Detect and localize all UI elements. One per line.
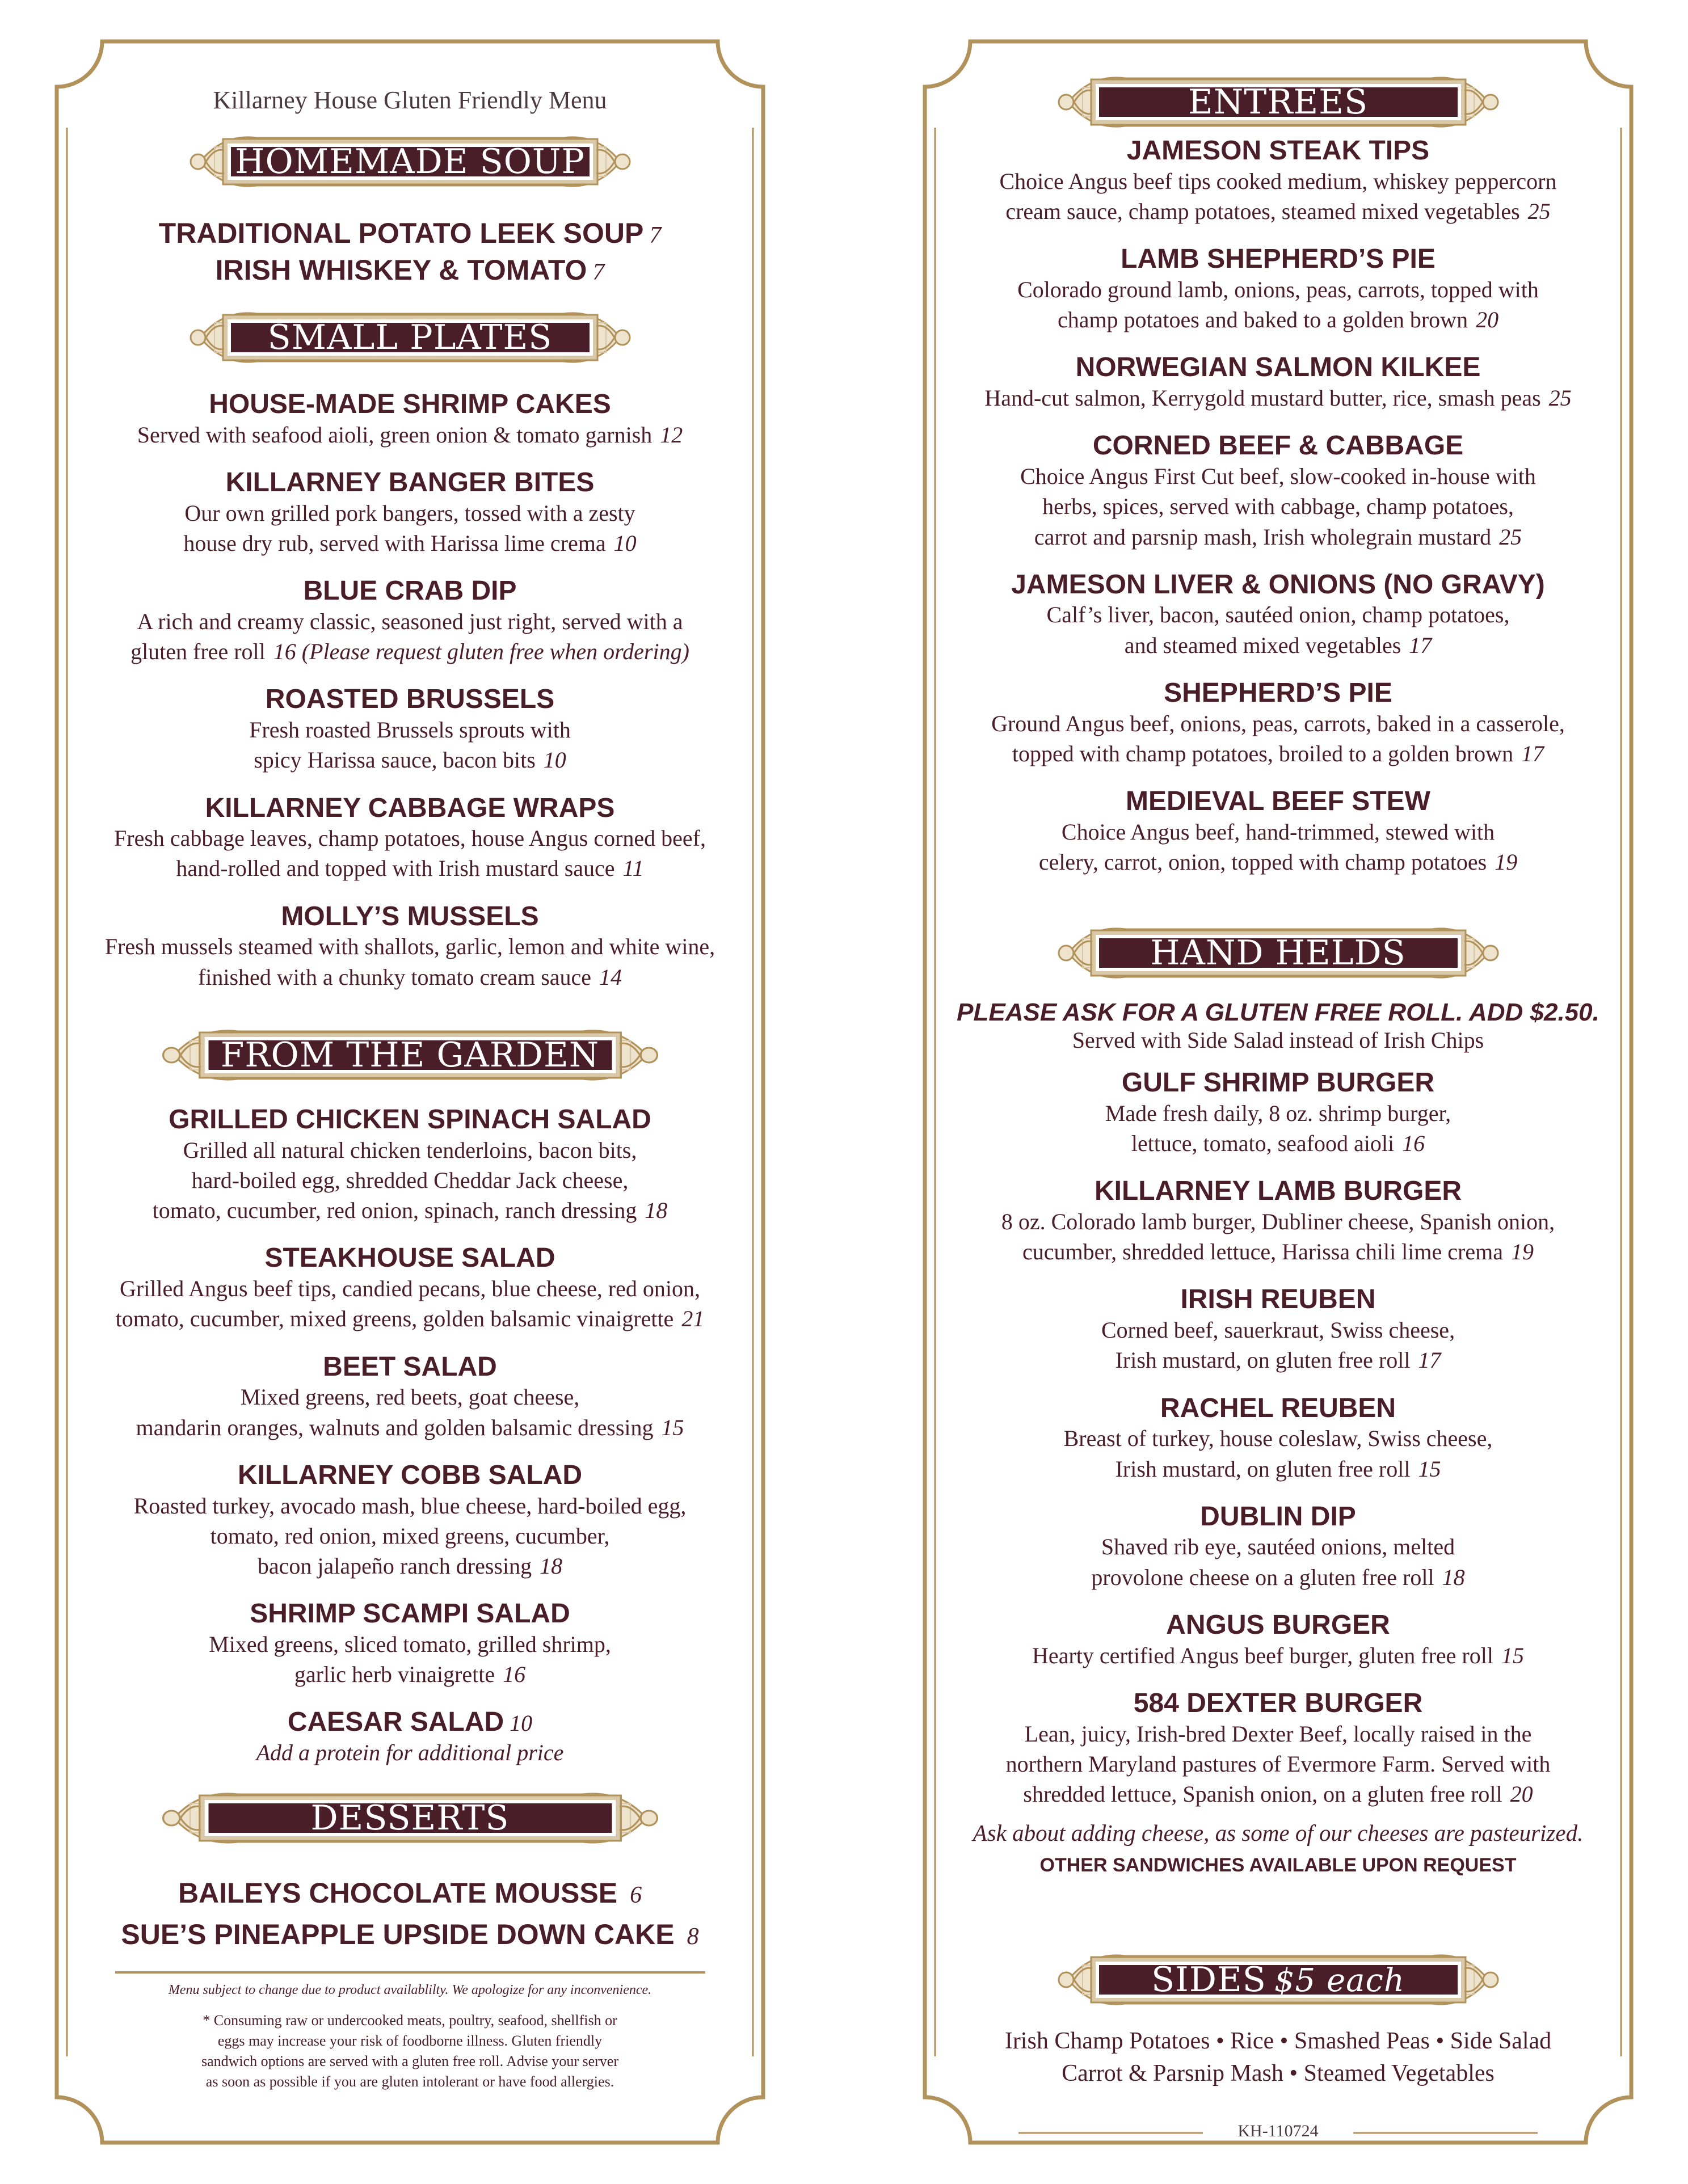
item-name: KILLARNEY COBB SALAD — [237, 1460, 583, 1490]
sides-list-line: Irish Champ Potatoes • Rice • Smashed Peas • Side Salad — [1004, 2028, 1552, 2054]
item-note: (Please request gluten free when ordering) — [301, 639, 689, 665]
item-description: Hearty certified Angus beef burger, gluten free roll 15 — [1032, 1642, 1524, 1668]
item-description: Choice Angus beef, hand-trimmed, stewed with celery, carrot, onion, topped with champ potatoes 19 — [1038, 819, 1518, 875]
item-name: CORNED BEEF & CABBAGE — [1092, 431, 1464, 461]
menu-item — [908, 1285, 1648, 1375]
item-price: 17 — [1409, 632, 1432, 658]
garden-section — [40, 1015, 780, 1786]
item-description: Made fresh daily, 8 oz. shrimp burger, lettuce, tomato, seafood aioli 16 — [1105, 1100, 1451, 1156]
item-name: JAMESON STEAK TIPS — [1126, 136, 1430, 166]
sides-list-line: Carrot & Parsnip Mash • Steamed Vegetables — [1062, 2060, 1495, 2086]
right-menu-panel — [908, 40, 1648, 2144]
desserts-heading: DESSERTS — [310, 1798, 510, 1838]
sides-banner — [1051, 1940, 1505, 2019]
item-price: 19 — [1495, 849, 1518, 875]
sides-section — [908, 1940, 1648, 2089]
item-name: KILLARNEY CABBAGE WRAPS — [205, 792, 615, 823]
item-description: Fresh mussels steamed with shallots, garlic, lemon and white wine, finished with a chunky tomato cream sauce 14 — [104, 934, 715, 990]
item-description: Fresh cabbage leaves, champ potatoes, house Angus corned beef, hand-rolled and topped with Irish mustard sauce 11 — [114, 825, 706, 882]
item-description: Lean, juicy, Irish-bred Dexter Beef, locally raised in the northern Maryland pastures of Evermore Farm. Served with shredded lettuce, Spanish onion, on a gluten free roll 20 — [1005, 1721, 1551, 1807]
served-with-note: Served with Side Salad instead of Irish Chips — [1072, 1027, 1484, 1053]
menu-item — [908, 136, 1648, 226]
menu-item — [40, 685, 780, 775]
item-price: 25 — [1499, 524, 1522, 550]
menu-item — [40, 468, 780, 558]
item-price: 17 — [1521, 740, 1544, 766]
menu-item — [908, 1502, 1648, 1592]
small-plates-heading: SMALL PLATES — [267, 318, 553, 357]
menu-item — [40, 1873, 780, 1914]
footer-notes — [40, 1971, 780, 2092]
menu-item — [908, 787, 1648, 877]
item-description: Mixed greens, sliced tomato, grilled shrimp, garlic herb vinaigrette 16 — [209, 1631, 611, 1688]
item-description: Corned beef, sauerkraut, Swiss cheese, Irish mustard, on gluten free roll 17 — [1101, 1317, 1455, 1373]
item-price: 6 — [630, 1882, 642, 1908]
desserts-section — [40, 1778, 780, 1955]
garden-banner — [155, 1015, 666, 1095]
item-price: 25 — [1548, 385, 1572, 411]
item-description: Choice Angus beef tips cooked medium, whiskey peppercorn cream sauce, champ potatoes, steamed mixed vegetables 25 — [999, 168, 1557, 224]
item-description: Grilled Angus beef tips, candied pecans, blue cheese, red onion, tomato, cucumber, mixed greens, golden balsamic vinaigrette 21 — [115, 1276, 705, 1332]
item-description: Fresh roasted Brussels sprouts with spicy Harissa sauce, bacon bits 10 — [249, 717, 571, 773]
item-price: 10 — [510, 1710, 533, 1736]
item-name: CAESAR SALAD 10 — [287, 1707, 533, 1738]
item-name: SUE’S PINEAPPLE UPSIDE DOWN CAKE — [121, 1918, 675, 1950]
desserts-banner — [155, 1778, 666, 1858]
item-name: BLUE CRAB DIP — [303, 576, 517, 606]
item-description: Served with seafood aioli, green onion & tomato garnish 12 — [137, 421, 683, 448]
entrees-banner — [1051, 62, 1505, 142]
menu-item — [40, 1599, 780, 1689]
item-price: 7 — [649, 222, 662, 248]
item-price: 20 — [1476, 307, 1499, 333]
other-sandwiches-note: OTHER SANDWICHES AVAILABLE UPON REQUEST — [1039, 1854, 1517, 1877]
menu-item — [40, 794, 780, 884]
item-description: Calf’s liver, bacon, sautéed onion, champ potatoes, and steamed mixed vegetables 17 — [1046, 602, 1510, 658]
item-name: KILLARNEY BANGER BITES — [225, 467, 595, 497]
item-name: KILLARNEY LAMB BURGER — [1094, 1176, 1462, 1207]
menu-item — [908, 244, 1648, 335]
menu-item — [908, 1610, 1648, 1671]
item-name: HOUSE-MADE SHRIMP CAKES — [209, 389, 611, 419]
garden-heading: FROM THE GARDEN — [220, 1035, 600, 1075]
item-price: 25 — [1527, 198, 1551, 224]
menu-item — [40, 576, 780, 667]
item-description: Grilled all natural chicken tenderloins, bacon bits, hard-boiled egg, shredded Cheddar Jack cheese, tomato, cucumber, red onion, spinach, ranch dressing 18 — [152, 1137, 668, 1224]
sides-heading: SIDES $5 each — [1151, 1960, 1405, 2000]
item-description: Shaved rib eye, sautéed onions, melted provolone cheese on a gluten free roll 18 — [1091, 1534, 1465, 1590]
hand-helds-heading: HAND HELDS — [1150, 933, 1406, 973]
item-description: 8 oz. Colorado lamb burger, Dubliner cheese, Spanish onion, cucumber, shredded lettuce, Harissa chili lime crema 19 — [1001, 1208, 1555, 1265]
item-description: Ground Angus beef, onions, peas, carrots, baked in a casserole, topped with champ potatoes, broiled to a golden brown 17 — [991, 710, 1565, 766]
menu-item — [40, 1105, 780, 1225]
entrees-section — [908, 62, 1648, 895]
entrees-heading: ENTREES — [1188, 82, 1369, 122]
item-name: BEET SALAD — [323, 1351, 497, 1382]
menu-item — [908, 353, 1648, 413]
item-description: Choice Angus First Cut beef, slow-cooked in-house with herbs, spices, served with cabbage, champ potatoes, carrot and parsnip mash, Irish wholegrain mustard 25 — [1020, 463, 1536, 550]
menu-item — [40, 215, 780, 252]
item-name: SHEPHERD’S PIE — [1164, 677, 1392, 708]
item-price: 18 — [1442, 1564, 1465, 1590]
item-description: Roasted turkey, avocado mash, blue cheese, hard-boiled egg, tomato, red onion, mixed greens, cucumber, bacon jalapeño ranch dressing 18 — [133, 1492, 687, 1579]
item-price: 19 — [1510, 1239, 1534, 1265]
hand-helds-section — [908, 913, 1648, 1877]
consumer-notice: * Consuming raw or undercooked meats, poultry, seafood, shellfish or eggs may increase your risk of foodborne illness. Gluten friendly sandwich options are served with a gluten free roll. Advise your server as soon as possible if you are gluten intolerant or have food allergies. — [201, 2012, 618, 2090]
item-name: IRISH REUBEN — [1180, 1284, 1376, 1315]
hand-helds-banner — [1051, 913, 1505, 993]
small-plates-section — [40, 298, 780, 1010]
item-description: Our own grilled pork bangers, tossed with a zesty house dry rub, served with Harissa lime crema 10 — [183, 500, 637, 556]
menu-item — [40, 1243, 780, 1334]
item-description: Mixed greens, red beets, goat cheese, mandarin oranges, walnuts and golden balsamic dressing 15 — [136, 1384, 684, 1440]
menu-item — [40, 390, 780, 450]
menu-item — [908, 678, 1648, 769]
item-description: Hand-cut salmon, Kerrygold mustard butter, rice, smash peas 25 — [984, 385, 1572, 411]
menu-code-row — [908, 2122, 1648, 2141]
item-price: 16 — [1402, 1130, 1425, 1156]
menu-item — [908, 1394, 1648, 1484]
item-price: 7 — [592, 259, 605, 285]
item-price: 17 — [1418, 1347, 1441, 1373]
menu-code: KH-110724 — [1237, 2122, 1319, 2140]
item-description: Colorado ground lamb, onions, peas, carrots, topped with champ potatoes and baked to a golden brown 20 — [1017, 276, 1539, 333]
menu-item — [908, 1689, 1648, 1809]
soup-banner — [183, 122, 637, 201]
item-price: 14 — [599, 964, 622, 990]
menu-item — [908, 1068, 1648, 1158]
item-price: 10 — [613, 530, 637, 556]
item-price: 15 — [661, 1414, 684, 1440]
item-price: 11 — [622, 855, 644, 882]
divider — [115, 1971, 705, 1974]
left-menu-panel — [40, 40, 780, 2144]
item-name: TRADITIONAL POTATO LEEK SOUP — [158, 217, 644, 249]
item-price: 15 — [1501, 1642, 1524, 1668]
menu-item — [40, 902, 780, 992]
item-price: 16 — [273, 639, 296, 665]
small-plates-banner — [183, 298, 637, 377]
menu-item — [908, 431, 1648, 551]
item-name: 584 DEXTER BURGER — [1133, 1688, 1423, 1718]
item-name: ROASTED BRUSSELS — [265, 684, 555, 715]
item-name: STEAKHOUSE SALAD — [264, 1243, 555, 1274]
menu-item — [40, 1461, 780, 1581]
item-price: 16 — [503, 1662, 526, 1688]
menu-item — [40, 252, 780, 289]
item-name: DUBLIN DIP — [1200, 1501, 1356, 1532]
item-price: 21 — [681, 1306, 705, 1332]
item-price: 18 — [645, 1198, 668, 1224]
item-name: GRILLED CHICKEN SPINACH SALAD — [169, 1104, 651, 1135]
item-name: NORWEGIAN SALMON KILKEE — [1075, 352, 1481, 383]
gluten-free-roll-note: PLEASE ASK FOR A GLUTEN FREE ROLL. ADD $2.50. — [957, 998, 1599, 1026]
item-note: Add a protein for additional price — [256, 1740, 564, 1766]
item-name: GULF SHRIMP BURGER — [1121, 1068, 1435, 1098]
menu-item — [40, 1707, 780, 1768]
item-price: 15 — [1418, 1456, 1441, 1482]
item-name: MEDIEVAL BEEF STEW — [1126, 786, 1430, 817]
sides-price: $5 each — [1274, 1962, 1405, 1999]
item-description: Breast of turkey, house coleslaw, Swiss cheese, Irish mustard, on gluten free roll 15 — [1063, 1426, 1493, 1482]
availability-disclaimer: Menu subject to change due to product availablilty. We apologize for any inconvenience. — [168, 1983, 652, 1997]
item-name: RACHEL REUBEN — [1160, 1393, 1396, 1423]
item-name: ANGUS BURGER — [1166, 1609, 1390, 1640]
item-name: SHRIMP SCAMPI SALAD — [250, 1599, 570, 1629]
item-price: 12 — [660, 421, 683, 448]
item-price: 10 — [543, 747, 566, 773]
item-name: IRISH WHISKEY & TOMATO — [215, 254, 587, 286]
item-name: MOLLY’S MUSSELS — [281, 901, 539, 931]
item-price: 20 — [1510, 1781, 1533, 1807]
item-price: 18 — [540, 1553, 563, 1579]
item-name: LAMB SHEPHERD’S PIE — [1121, 244, 1436, 275]
cheese-note: Ask about adding cheese, as some of our cheeses are pasteurized. — [973, 1820, 1584, 1846]
menu-item — [908, 1177, 1648, 1267]
item-name: BAILEYS CHOCOLATE MOUSSE — [178, 1877, 618, 1909]
item-price: 8 — [687, 1923, 699, 1950]
item-name: JAMESON LIVER & ONIONS (NO GRAVY) — [1011, 569, 1545, 600]
menu-title: Killarney House Gluten Friendly Menu — [213, 86, 607, 114]
soup-section — [40, 122, 780, 289]
soup-heading: HOMEMADE SOUP — [235, 142, 585, 182]
menu-item — [40, 1914, 780, 1955]
menu-item — [908, 570, 1648, 660]
item-description: A rich and creamy classic, seasoned just right, served with a gluten free roll 16 (Please request gluten free when ordering) — [131, 608, 689, 665]
menu-item — [40, 1352, 780, 1443]
